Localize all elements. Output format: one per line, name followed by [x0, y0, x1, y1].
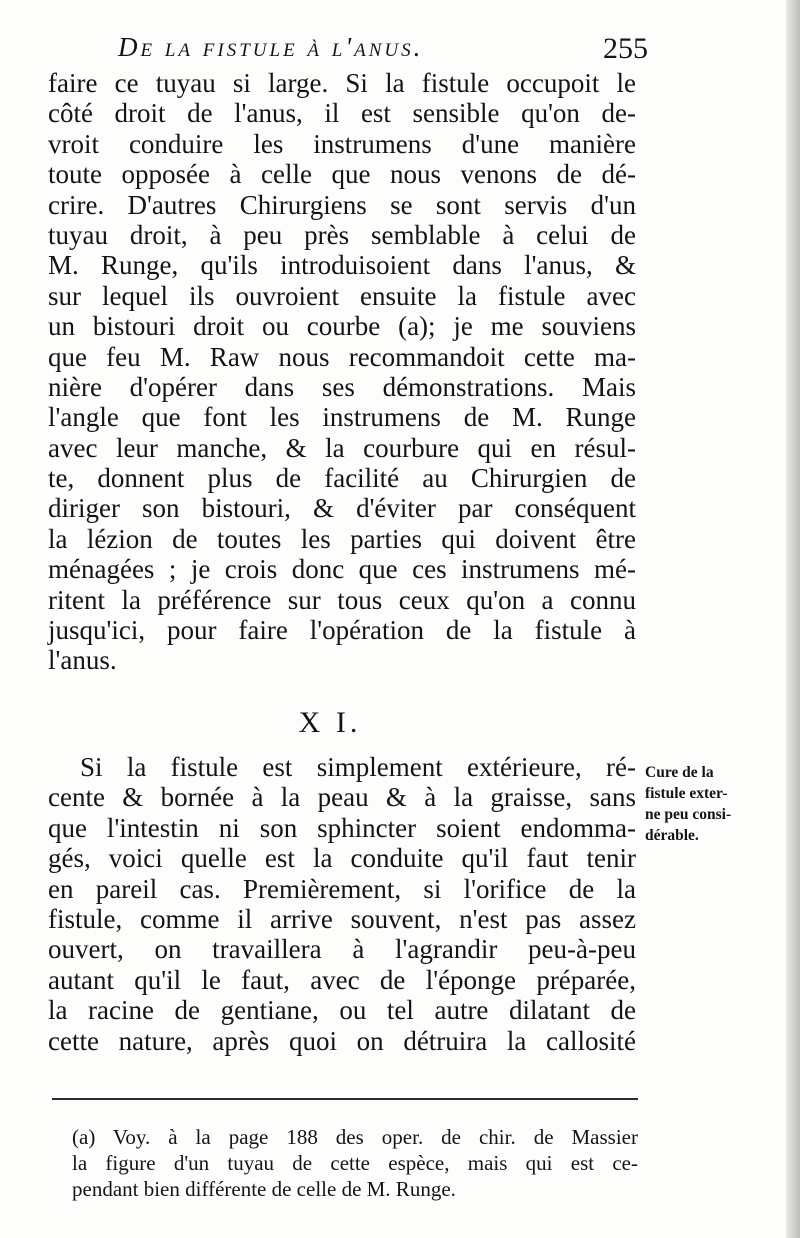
- text-line: faire ce tuyau si large. Si la fistule occupoit le: [48, 68, 636, 98]
- text-line: la racine de gentiane, ou tel autre dilatant de: [48, 995, 636, 1026]
- text-line: Si la fistule est simplement extérieure, ré-: [80, 752, 636, 782]
- paragraph-2: [48, 752, 636, 1056]
- text-line: autant qu'il le faut, avec de l'éponge préparée,: [48, 964, 636, 995]
- text-line: tuyau droit, à peu près semblable à celui de: [48, 219, 636, 250]
- text-line: sur lequel ils ouvroient ensuite la fistule avec: [48, 280, 636, 311]
- margin-note: [645, 762, 775, 846]
- text-line: en pareil cas. Premièrement, si l'orifice de la: [48, 873, 636, 904]
- section-heading: X I.: [298, 706, 362, 739]
- text-line: gés, voici quelle est la conduite qu'il faut tenir: [48, 843, 636, 874]
- text-line: que l'intestin ni son sphincter soient endomma-: [48, 812, 636, 843]
- text-line: vroit conduire les instrumens d'une manière: [48, 128, 636, 159]
- footnote-line: la figure d'un tuyau de cette espèce, mais qui est ce-: [72, 1151, 638, 1175]
- text-line: cente & bornée à la peau & à la graisse, sans: [48, 782, 636, 813]
- text-line: crire. D'autres Chirurgiens se sont servis d'un: [48, 189, 636, 220]
- text-line: fistule, comme il arrive souvent, n'est pas assez: [48, 903, 636, 934]
- footnote-rule: [52, 1098, 638, 1100]
- text-line: nière d'opérer dans ses démonstrations. Mais: [48, 371, 636, 402]
- text-line: diriger son bistouri, & d'éviter par conséquent: [48, 493, 636, 524]
- text-line: l'angle que font les instrumens de M. Runge: [48, 402, 636, 433]
- text-line: l'anus.: [48, 645, 117, 676]
- footnote-line: pendant bien différente de celle de M. Runge.: [72, 1177, 456, 1201]
- text-line: côté droit de l'anus, il est sensible qu'on de-: [48, 98, 636, 129]
- margin-note-line: fistule exter-: [645, 785, 728, 802]
- text-line: ménagées ; je crois donc que ces instrumens mé-: [48, 554, 636, 585]
- text-line: un bistouri droit ou courbe (a); je me souviens: [48, 311, 636, 342]
- text-line: toute opposée à celle que nous venons de dé-: [48, 159, 636, 190]
- text-line: cette nature, après quoi on détruira la callosité: [48, 1025, 636, 1056]
- margin-note-line: Cure de la: [645, 764, 714, 781]
- text-line: avec leur manche, & la courbure qui en résul-: [48, 432, 636, 463]
- text-line: que feu M. Raw nous recommandoit cette ma-: [48, 341, 636, 372]
- text-line: M. Runge, qu'ils introduisoient dans l'anus, &: [48, 250, 636, 281]
- footnote: [72, 1124, 638, 1202]
- paragraph-1: [48, 68, 636, 676]
- running-header: [118, 30, 648, 70]
- text-line: la lézion de toutes les parties qui doivent être: [48, 523, 636, 554]
- text-line: te, donnent plus de facilité au Chirurgien de: [48, 463, 636, 494]
- page-edge: [786, 0, 800, 1238]
- text-line: ouvert, on travaillera à l'agrandir peu-à-peu: [48, 934, 636, 965]
- text-line: jusqu'ici, pour faire l'opération de la fistule à: [48, 615, 636, 646]
- margin-note-line: ne peu consi-: [645, 806, 732, 823]
- margin-note-line: dérable.: [645, 827, 699, 844]
- page-number: 255: [603, 32, 648, 65]
- text-line: ritent la préférence sur tous ceux qu'on a connu: [48, 584, 636, 615]
- running-title: De la fistule à l'anus.: [118, 32, 424, 62]
- footnote-line: (a) Voy. à la page 188 des oper. de chir. de Massier: [72, 1125, 638, 1149]
